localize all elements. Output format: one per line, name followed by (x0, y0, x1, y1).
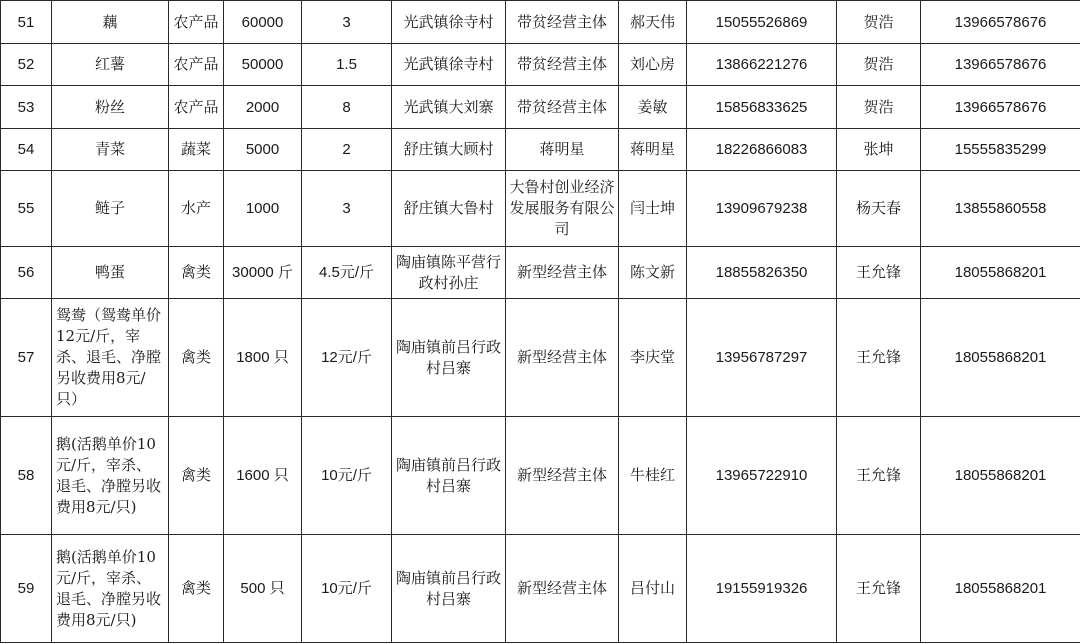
category: 禽类 (169, 417, 224, 535)
price: 3 (302, 171, 392, 247)
row-number: 55 (1, 171, 52, 247)
category: 蔬菜 (169, 129, 224, 171)
product-name: 鸭蛋 (52, 247, 169, 299)
category: 禽类 (169, 247, 224, 299)
business-entity: 带贫经营主体 (506, 86, 619, 129)
contact-name: 刘心房 (619, 44, 687, 86)
business-entity: 新型经营主体 (506, 417, 619, 535)
price: 8 (302, 86, 392, 129)
contact-phone: 15856833625 (687, 86, 837, 129)
officer-phone: 13966578676 (921, 1, 1080, 44)
table-row (1, 171, 1080, 247)
quantity: 50000 (224, 44, 302, 86)
price: 10元/斤 (302, 417, 392, 535)
table-row (1, 129, 1080, 171)
location: 光武镇大刘寨 (392, 86, 506, 129)
officer-phone: 13855860558 (921, 171, 1080, 247)
officer-name: 王允锋 (837, 299, 921, 417)
contact-name: 闫士坤 (619, 171, 687, 247)
contact-phone: 18855826350 (687, 247, 837, 299)
location: 陶庙镇前吕行政村吕寨 (392, 417, 506, 535)
contact-phone: 15055526869 (687, 1, 837, 44)
business-entity: 新型经营主体 (506, 247, 619, 299)
officer-name: 贺浩 (837, 44, 921, 86)
row-number: 58 (1, 417, 52, 535)
category: 禽类 (169, 299, 224, 417)
price: 12元/斤 (302, 299, 392, 417)
row-number: 52 (1, 44, 52, 86)
table-row (1, 535, 1080, 643)
price: 2 (302, 129, 392, 171)
row-number: 59 (1, 535, 52, 643)
product-name: 藕 (52, 1, 169, 44)
officer-name: 杨天春 (837, 171, 921, 247)
product-name: 鹅(活鹅单价10元/斤，宰杀、退毛、净膛另收费用8元/只) (52, 417, 169, 535)
contact-name: 郝天伟 (619, 1, 687, 44)
business-entity: 带贫经营主体 (506, 44, 619, 86)
contact-phone: 13965722910 (687, 417, 837, 535)
category: 农产品 (169, 44, 224, 86)
quantity: 30000 斤 (224, 247, 302, 299)
officer-name: 王允锋 (837, 535, 921, 643)
contact-name: 陈文新 (619, 247, 687, 299)
table-row (1, 86, 1080, 129)
table-row (1, 1, 1080, 44)
quantity: 5000 (224, 129, 302, 171)
category: 禽类 (169, 535, 224, 643)
category: 水产 (169, 171, 224, 247)
officer-name: 贺浩 (837, 1, 921, 44)
officer-name: 王允锋 (837, 417, 921, 535)
product-name: 红薯 (52, 44, 169, 86)
officer-phone: 15555835299 (921, 129, 1080, 171)
table-row (1, 44, 1080, 86)
officer-name: 王允锋 (837, 247, 921, 299)
business-entity: 新型经营主体 (506, 299, 619, 417)
contact-name: 姜敏 (619, 86, 687, 129)
officer-phone: 18055868201 (921, 247, 1080, 299)
business-entity: 新型经营主体 (506, 535, 619, 643)
contact-name: 牛桂红 (619, 417, 687, 535)
location: 光武镇徐寺村 (392, 1, 506, 44)
row-number: 57 (1, 299, 52, 417)
location: 陶庙镇前吕行政村吕寨 (392, 535, 506, 643)
officer-name: 贺浩 (837, 86, 921, 129)
product-name: 青菜 (52, 129, 169, 171)
quantity: 1600 只 (224, 417, 302, 535)
location: 陶庙镇陈平营行政村孙庄 (392, 247, 506, 299)
row-number: 51 (1, 1, 52, 44)
officer-phone: 13966578676 (921, 44, 1080, 86)
price: 1.5 (302, 44, 392, 86)
category: 农产品 (169, 86, 224, 129)
officer-phone: 13966578676 (921, 86, 1080, 129)
quantity: 500 只 (224, 535, 302, 643)
table-row (1, 417, 1080, 535)
product-name: 鹅(活鹅单价10元/斤，宰杀、退毛、净膛另收费用8元/只) (52, 535, 169, 643)
location: 舒庄镇大顾村 (392, 129, 506, 171)
business-entity: 带贫经营主体 (506, 1, 619, 44)
price: 10元/斤 (302, 535, 392, 643)
row-number: 53 (1, 86, 52, 129)
product-name: 鲢子 (52, 171, 169, 247)
officer-phone: 18055868201 (921, 299, 1080, 417)
row-number: 54 (1, 129, 52, 171)
contact-phone: 19155919326 (687, 535, 837, 643)
product-name: 鸳鸯（鸳鸯单价12元/斤，宰杀、退毛、净膛另收费用8元/只） (52, 299, 169, 417)
location: 陶庙镇前吕行政村吕寨 (392, 299, 506, 417)
officer-phone: 18055868201 (921, 535, 1080, 643)
contact-phone: 18226866083 (687, 129, 837, 171)
quantity: 60000 (224, 1, 302, 44)
contact-phone: 13956787297 (687, 299, 837, 417)
contact-name: 吕付山 (619, 535, 687, 643)
category: 农产品 (169, 1, 224, 44)
location: 舒庄镇大鲁村 (392, 171, 506, 247)
table-row (1, 247, 1080, 299)
price: 4.5元/斤 (302, 247, 392, 299)
contact-phone: 13866221276 (687, 44, 837, 86)
price: 3 (302, 1, 392, 44)
contact-name: 李庆堂 (619, 299, 687, 417)
product-name: 粉丝 (52, 86, 169, 129)
officer-phone: 18055868201 (921, 417, 1080, 535)
quantity: 1000 (224, 171, 302, 247)
contact-phone: 13909679238 (687, 171, 837, 247)
quantity: 1800 只 (224, 299, 302, 417)
table-row (1, 299, 1080, 417)
quantity: 2000 (224, 86, 302, 129)
location: 光武镇徐寺村 (392, 44, 506, 86)
contact-name: 蒋明星 (619, 129, 687, 171)
officer-name: 张坤 (837, 129, 921, 171)
business-entity: 大鲁村创业经济发展服务有限公司 (506, 171, 619, 247)
row-number: 56 (1, 247, 52, 299)
business-entity: 蒋明星 (506, 129, 619, 171)
